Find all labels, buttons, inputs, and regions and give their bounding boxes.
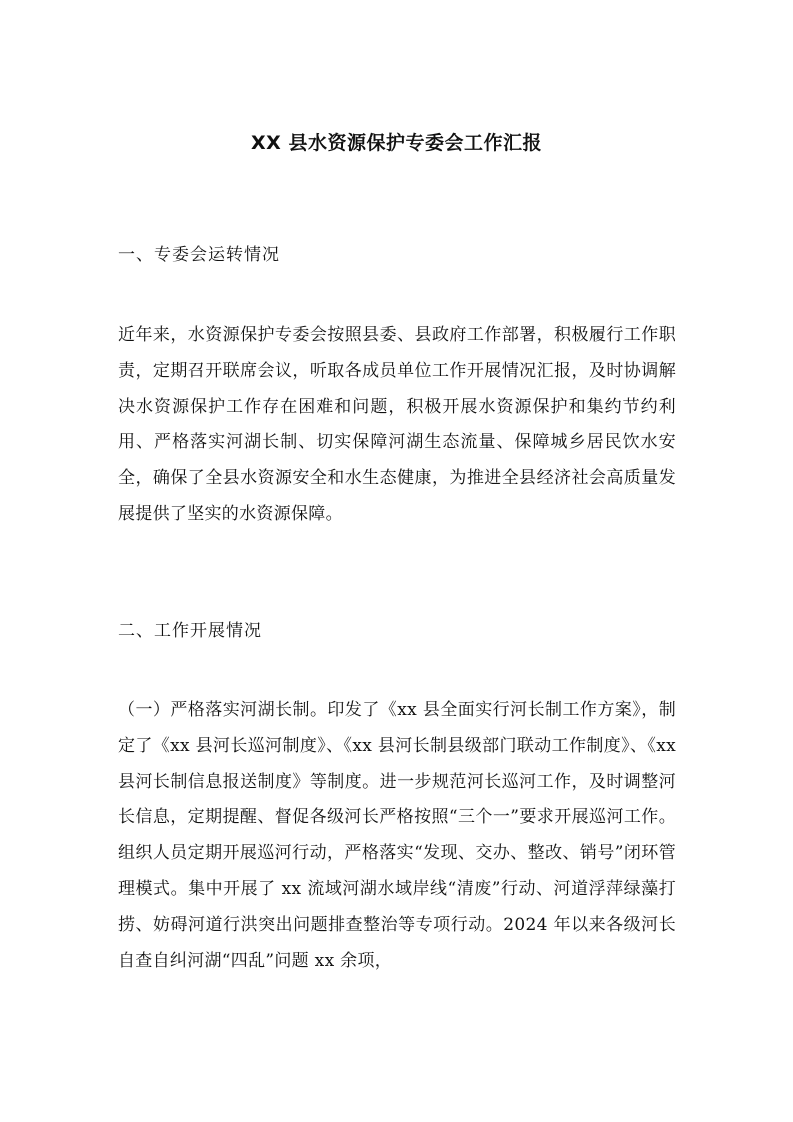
section-paragraph-1: 近年来，水资源保护专委会按照县委、县政府工作部署，积极履行工作职责，定期召开联席会议，听取各成员单位工作开展情况汇报，及时协调解决水资源保护工作存在困难和问题，积极开展水资源保护和集约节约利用、严格落实河湖长制、切实保障河湖生态流量、保障城乡居民饮水安全，确保了全县水资源安全和水生态健康，为推进全县经济社会高质量发展提供了坚实的水资源保障。 (118, 325, 676, 524)
section-heading-1: 一、专委会运转情况 (118, 245, 280, 265)
section-heading-2: 二、工作开展情况 (118, 621, 262, 641)
document-title: XX 县水资源保护专委会工作汇报 (251, 132, 542, 154)
section-paragraph-2: （一）严格落实河湖长制。印发了《xx 县全面实行河长制工作方案》，制定了《xx 县河长巡河制度》、《xx 县河长制县级部门联动工作制度》、《xx 县河长制信息报送制度》等制度。进一步规范河长巡河工作，及时调整河长信息，定期提醒、督促各级河长严格按照“三个一”要求开展巡河工作。组织人员定期开展巡河行动，严格落实“发现、交办、整改、销号”闭环管理模式。集中开展了 xx 流域河湖水域岸线“清废”行动、河道浮萍绿藻打捞、妨碍河道行洪突出问题排查整治等专项行动。2024 年以来各级河长自查自纠河湖“四乱”问题 xx 余项， (118, 700, 676, 971)
